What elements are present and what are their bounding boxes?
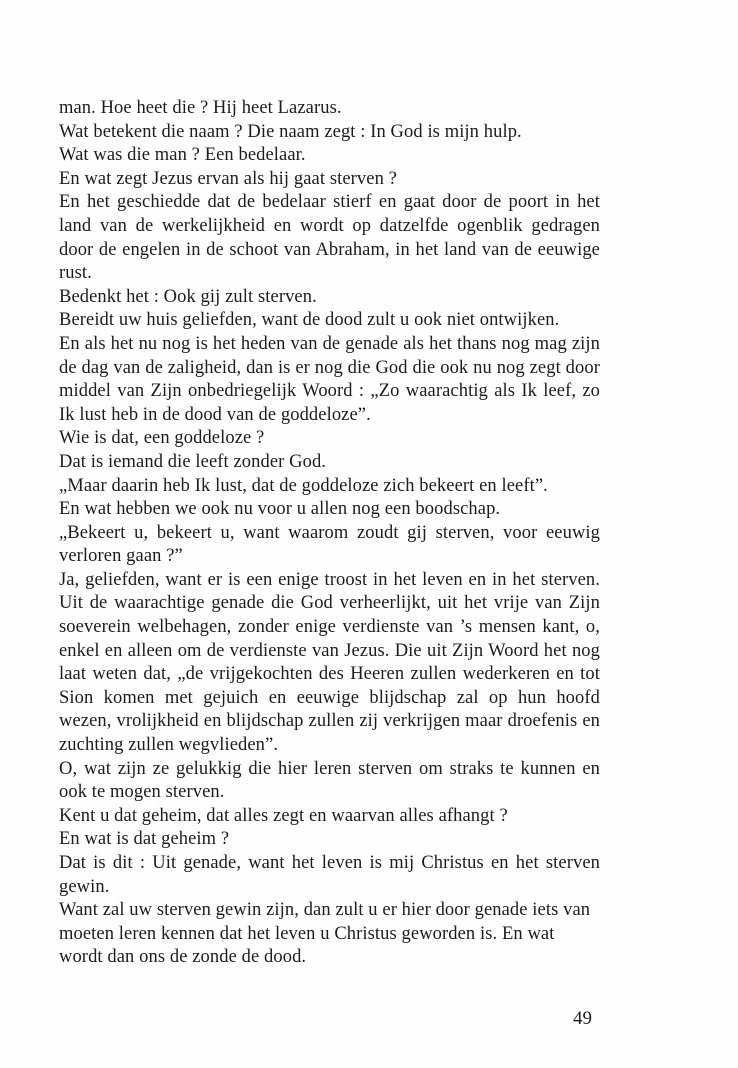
paragraph: Bedenkt het : Ook gij zult sterven. xyxy=(59,286,317,307)
paragraph: Wat was die man ? Een bedelaar. xyxy=(59,145,306,166)
paragraph: Ja, geliefden, want er is een enige troost in het leven en in het sterven. Uit de waarachtige genade die God verheerlijkt, uit het vrije van Zijn soeverein welbehagen, zonder enige verdienste van ’s mensen kant, o, enkel en alleen om de verdienste van Jezus. Die uit Zijn Woord het nog laat weten dat, „de vrijgekochten des Heeren zullen wederkeren en tot Sion komen met gejuich en eeuwige blijdschap zal op hun hoofd wezen, vrolijkheid en blijdschap zullen zij verkrijgen maar droefenis en zuchting zullen wegvlieden”. xyxy=(59,569,600,756)
paragraph: En het geschiedde dat de bedelaar stierf en gaat door de poort in het land van de werkelijkheid en wordt op datzelfde ogenblik gedragen door de engelen in de schoot van Abraham, in het land van de eeuwige rust. xyxy=(59,192,600,284)
paragraph: Want zal uw sterven gewin zijn, dan zult u er hier door genade iets van moeten leren kennen dat het leven u Christus geworden is. En wat wordt dan ons de zonde de dood. xyxy=(59,900,591,968)
paragraph: Kent u dat geheim, dat alles zegt en waarvan alles afhangt ? xyxy=(59,805,508,826)
paragraph: Dat is iemand die leeft zonder God. xyxy=(59,451,327,472)
page-number: 49 xyxy=(573,1008,592,1029)
paragraph: En wat zegt Jezus ervan als hij gaat sterven ? xyxy=(59,168,397,189)
paragraph: En als het nu nog is het heden van de genade als het thans nog mag zijn de dag van de zaligheid, dan is er nog die God die ook nu nog zegt door middel van Zijn onbedriegelijk Woord : „Zo waarachtig als Ik leef, zo Ik lust heb in de dood van de goddeloze”. xyxy=(59,333,600,425)
body-text xyxy=(59,97,600,970)
paragraph: En wat hebben we ook nu voor u allen nog een boodschap. xyxy=(59,499,501,520)
paragraph: En wat is dat geheim ? xyxy=(59,829,230,850)
paragraph: „Maar daarin heb Ik lust, dat de goddeloze zich bekeert en leeft”. xyxy=(59,475,548,496)
paragraph: „Bekeert u, bekeert u, want waarom zoudt gij sterven, voor eeuwig verloren gaan ?” xyxy=(59,522,600,567)
paragraph: Bereidt uw huis geliefden, want de dood zult u ook niet ontwijken. xyxy=(59,310,560,331)
paragraph: Wat betekent die naam ? Die naam zegt : In God is mijn hulp. xyxy=(59,121,522,142)
paragraph: O, wat zijn ze gelukkig die hier leren sterven om straks te kunnen en ook te mogen sterven. xyxy=(59,758,600,803)
paragraph: man. Hoe heet die ? Hij heet Lazarus. xyxy=(59,98,342,118)
paragraph: Dat is dit : Uit genade, want het leven is mij Christus en het sterven gewin. xyxy=(59,853,600,897)
paragraph: Wie is dat, een goddeloze ? xyxy=(59,428,265,449)
